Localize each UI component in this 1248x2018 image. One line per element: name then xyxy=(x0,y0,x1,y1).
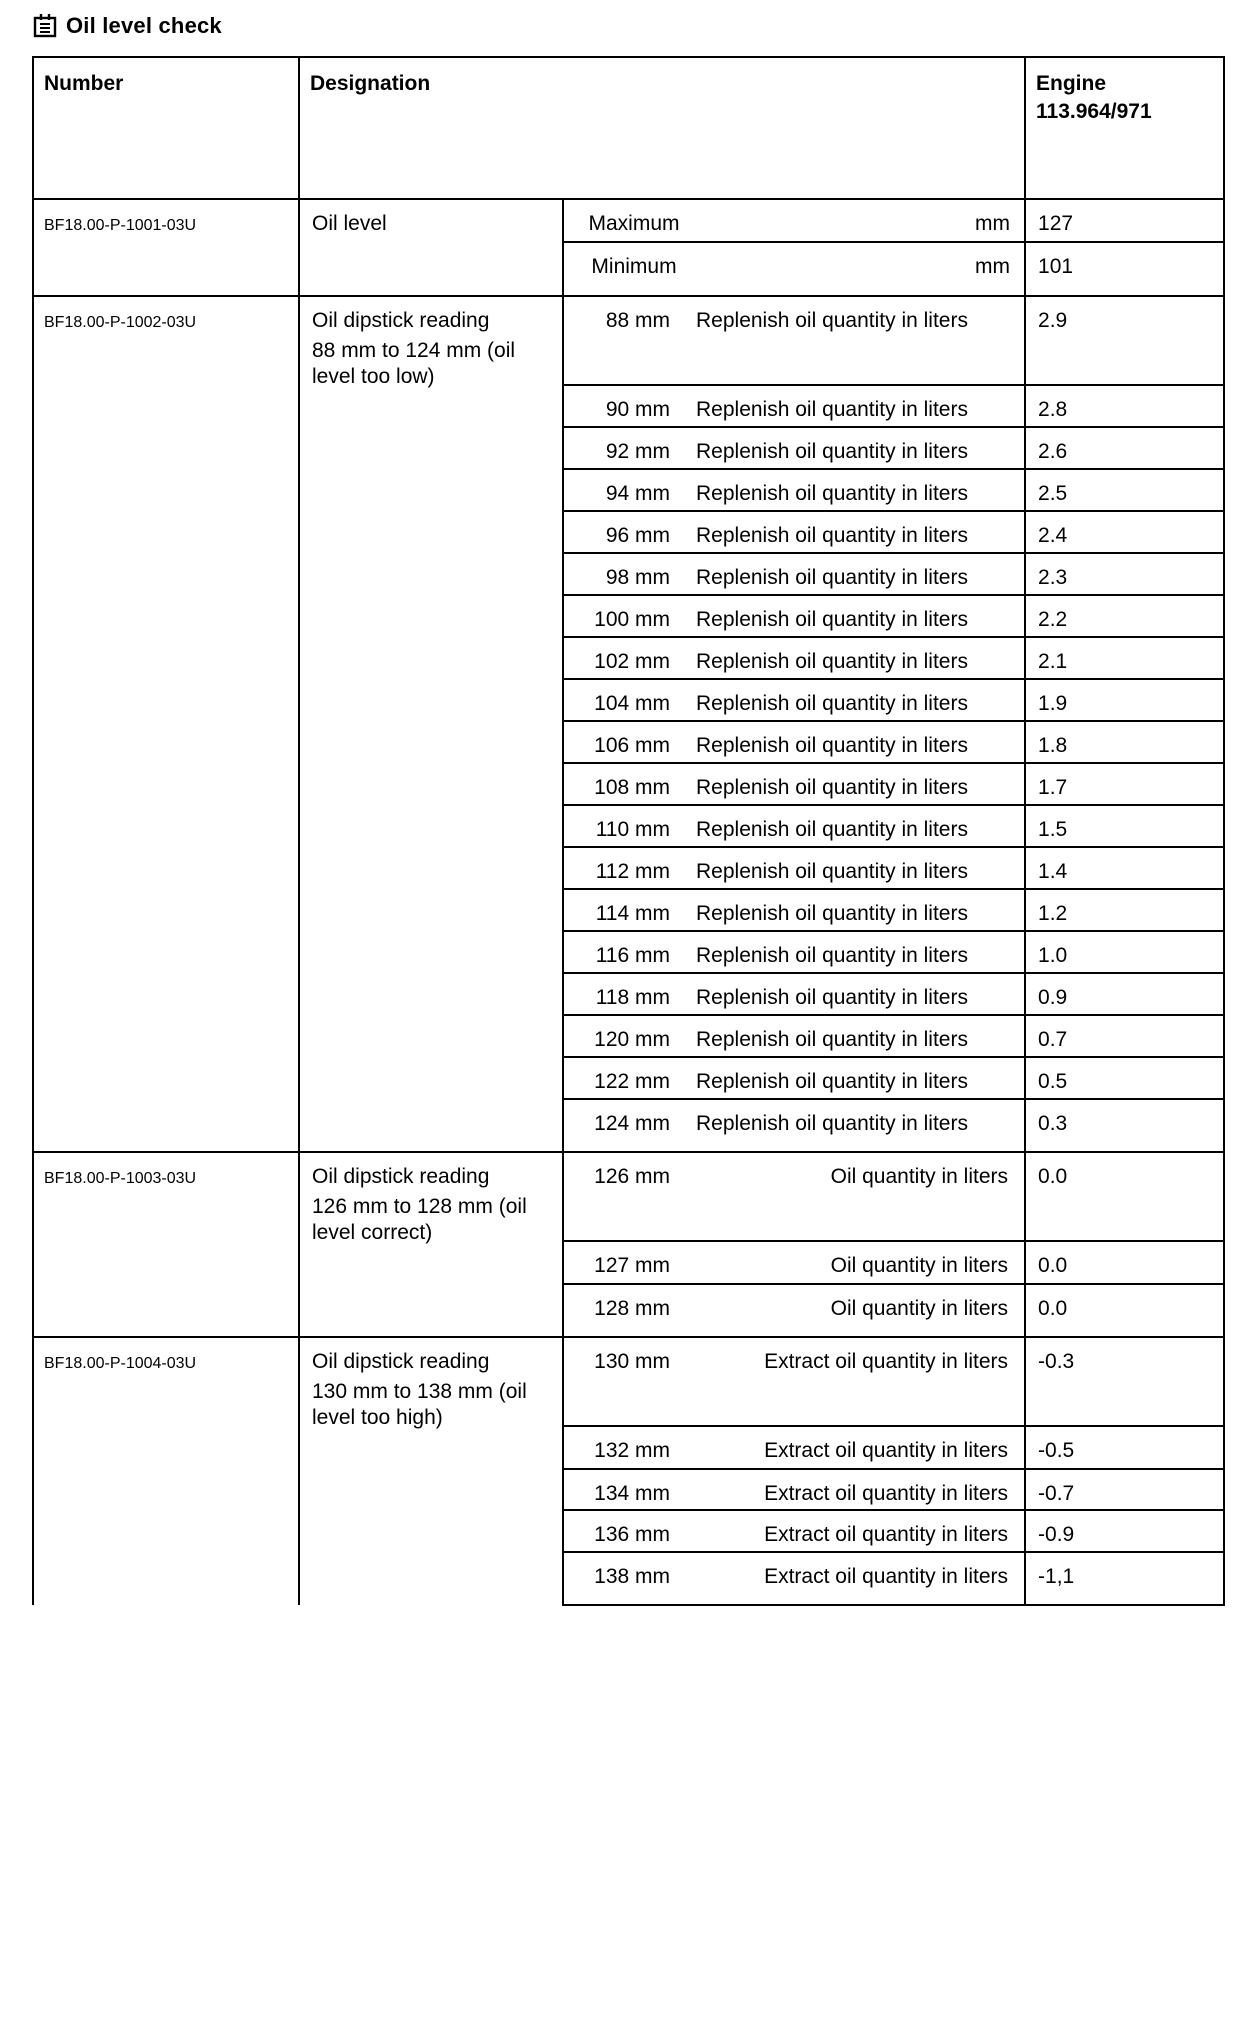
designation-text: Oil dipstick reading xyxy=(312,1165,490,1188)
table-header-row xyxy=(33,57,1224,199)
quantity-label: Replenish oil quantity in liters xyxy=(694,553,1025,595)
dipstick-reading: 128 mm xyxy=(563,1284,694,1337)
dipstick-reading: 92 mm xyxy=(563,427,694,469)
dipstick-reading: 126 mm xyxy=(563,1152,694,1241)
quantity-label: Oil quantity in liters xyxy=(694,1284,1025,1337)
dipstick-reading: 122 mm xyxy=(563,1057,694,1099)
quantity-label: Extract oil quantity in liters xyxy=(694,1552,1025,1605)
page-title: Oil level check xyxy=(66,13,222,38)
quantity-label: Replenish oil quantity in liters xyxy=(694,595,1025,637)
engine-value: 101 xyxy=(1025,242,1224,296)
designation xyxy=(299,296,563,1152)
engine-value: 1.7 xyxy=(1025,763,1224,805)
dipstick-reading: 102 mm xyxy=(563,637,694,679)
unit: mm xyxy=(694,242,1025,296)
quantity-label: Replenish oil quantity in liters xyxy=(694,931,1025,973)
document-list-icon xyxy=(32,13,58,39)
engine-value: 1.0 xyxy=(1025,931,1224,973)
designation xyxy=(299,1152,563,1337)
dipstick-reading: 124 mm xyxy=(563,1099,694,1152)
designation-text: Oil dipstick reading xyxy=(312,309,490,332)
quantity-label: Replenish oil quantity in liters xyxy=(694,385,1025,427)
engine-value: -0.3 xyxy=(1025,1337,1224,1426)
designation-detail: 88 mm to 124 mm (oil level too low) xyxy=(312,339,516,388)
dipstick-reading: 106 mm xyxy=(563,721,694,763)
quantity-label: Extract oil quantity in liters xyxy=(694,1337,1025,1426)
column-header-number: Number xyxy=(33,57,299,199)
quantity-label: Replenish oil quantity in liters xyxy=(694,1099,1025,1152)
quantity-label: Replenish oil quantity in liters xyxy=(694,721,1025,763)
engine-value: 2.3 xyxy=(1025,553,1224,595)
quantity-label: Replenish oil quantity in liters xyxy=(694,679,1025,721)
engine-value: 0.0 xyxy=(1025,1152,1224,1241)
engine-model: 113.964/971 xyxy=(1036,100,1152,123)
engine-value: 2.8 xyxy=(1025,385,1224,427)
dipstick-reading: 116 mm xyxy=(563,931,694,973)
dipstick-reading: 120 mm xyxy=(563,1015,694,1057)
quantity-label: Oil quantity in liters xyxy=(694,1241,1025,1284)
part-number: BF18.00-P-1002-03U xyxy=(33,296,299,1152)
table-row xyxy=(33,296,1224,385)
dipstick-reading: 100 mm xyxy=(563,595,694,637)
dipstick-reading: 96 mm xyxy=(563,511,694,553)
dipstick-reading: 114 mm xyxy=(563,889,694,931)
engine-value: -0.9 xyxy=(1025,1510,1224,1552)
engine-value: 1.2 xyxy=(1025,889,1224,931)
table-row xyxy=(33,199,1224,242)
designation-text: Oil level xyxy=(312,212,387,235)
quantity-label: Replenish oil quantity in liters xyxy=(694,889,1025,931)
engine-label: Engine xyxy=(1036,72,1107,95)
quantity-label: Replenish oil quantity in liters xyxy=(694,973,1025,1015)
quantity-label: Replenish oil quantity in liters xyxy=(694,1057,1025,1099)
engine-value: 0.5 xyxy=(1025,1057,1224,1099)
engine-value: 0.7 xyxy=(1025,1015,1224,1057)
dipstick-reading: 132 mm xyxy=(563,1426,694,1469)
dipstick-reading: 104 mm xyxy=(563,679,694,721)
quantity-label: Replenish oil quantity in liters xyxy=(694,296,1025,385)
engine-value: 2.4 xyxy=(1025,511,1224,553)
quantity-label: Replenish oil quantity in liters xyxy=(694,847,1025,889)
unit: mm xyxy=(694,199,1025,242)
engine-value: 1.4 xyxy=(1025,847,1224,889)
engine-value: 0.0 xyxy=(1025,1284,1224,1337)
engine-value: 2.5 xyxy=(1025,469,1224,511)
column-header-engine xyxy=(1025,57,1224,199)
quantity-label: Oil quantity in liters xyxy=(694,1152,1025,1241)
table-row xyxy=(33,1152,1224,1241)
quantity-label: Replenish oil quantity in liters xyxy=(694,763,1025,805)
table-row xyxy=(33,1337,1224,1426)
part-number: BF18.00-P-1001-03U xyxy=(33,199,299,296)
designation-text: Oil dipstick reading xyxy=(312,1350,490,1373)
dipstick-reading: 136 mm xyxy=(563,1510,694,1552)
engine-value: 2.2 xyxy=(1025,595,1224,637)
dipstick-reading: 130 mm xyxy=(563,1337,694,1426)
limit-label: Maximum xyxy=(563,199,694,242)
engine-value: 0.9 xyxy=(1025,973,1224,1015)
dipstick-reading: 90 mm xyxy=(563,385,694,427)
designation xyxy=(299,199,563,296)
dipstick-reading: 112 mm xyxy=(563,847,694,889)
engine-value: 2.9 xyxy=(1025,296,1224,385)
dipstick-reading: 108 mm xyxy=(563,763,694,805)
part-number: BF18.00-P-1004-03U xyxy=(33,1337,299,1605)
designation-detail: 130 mm to 138 mm (oil level too high) xyxy=(312,1380,527,1429)
engine-value: 0.3 xyxy=(1025,1099,1224,1152)
table-body xyxy=(33,199,1224,1605)
designation-detail: 126 mm to 128 mm (oil level correct) xyxy=(312,1195,527,1244)
dipstick-reading: 118 mm xyxy=(563,973,694,1015)
quantity-label: Replenish oil quantity in liters xyxy=(694,427,1025,469)
dipstick-reading: 127 mm xyxy=(563,1241,694,1284)
dipstick-reading: 134 mm xyxy=(563,1469,694,1510)
quantity-label: Replenish oil quantity in liters xyxy=(694,1015,1025,1057)
engine-value: 2.1 xyxy=(1025,637,1224,679)
dipstick-reading: 98 mm xyxy=(563,553,694,595)
engine-value: 2.6 xyxy=(1025,427,1224,469)
column-header-designation: Designation xyxy=(299,57,1025,199)
engine-value: 1.9 xyxy=(1025,679,1224,721)
quantity-label: Extract oil quantity in liters xyxy=(694,1426,1025,1469)
dipstick-reading: 110 mm xyxy=(563,805,694,847)
engine-value: -0.7 xyxy=(1025,1469,1224,1510)
quantity-label: Extract oil quantity in liters xyxy=(694,1469,1025,1510)
page-header xyxy=(32,8,222,44)
dipstick-reading: 88 mm xyxy=(563,296,694,385)
dipstick-reading: 138 mm xyxy=(563,1552,694,1605)
limit-label: Minimum xyxy=(563,242,694,296)
quantity-label: Replenish oil quantity in liters xyxy=(694,805,1025,847)
designation xyxy=(299,1337,563,1605)
engine-value: -1,1 xyxy=(1025,1552,1224,1605)
part-number: BF18.00-P-1003-03U xyxy=(33,1152,299,1337)
quantity-label: Replenish oil quantity in liters xyxy=(694,469,1025,511)
quantity-label: Extract oil quantity in liters xyxy=(694,1510,1025,1552)
quantity-label: Replenish oil quantity in liters xyxy=(694,637,1025,679)
engine-value: 127 xyxy=(1025,199,1224,242)
dipstick-reading: 94 mm xyxy=(563,469,694,511)
engine-value: 1.5 xyxy=(1025,805,1224,847)
engine-value: -0.5 xyxy=(1025,1426,1224,1469)
engine-value: 1.8 xyxy=(1025,721,1224,763)
engine-value: 0.0 xyxy=(1025,1241,1224,1284)
oil-level-table xyxy=(32,56,1225,1606)
quantity-label: Replenish oil quantity in liters xyxy=(694,511,1025,553)
